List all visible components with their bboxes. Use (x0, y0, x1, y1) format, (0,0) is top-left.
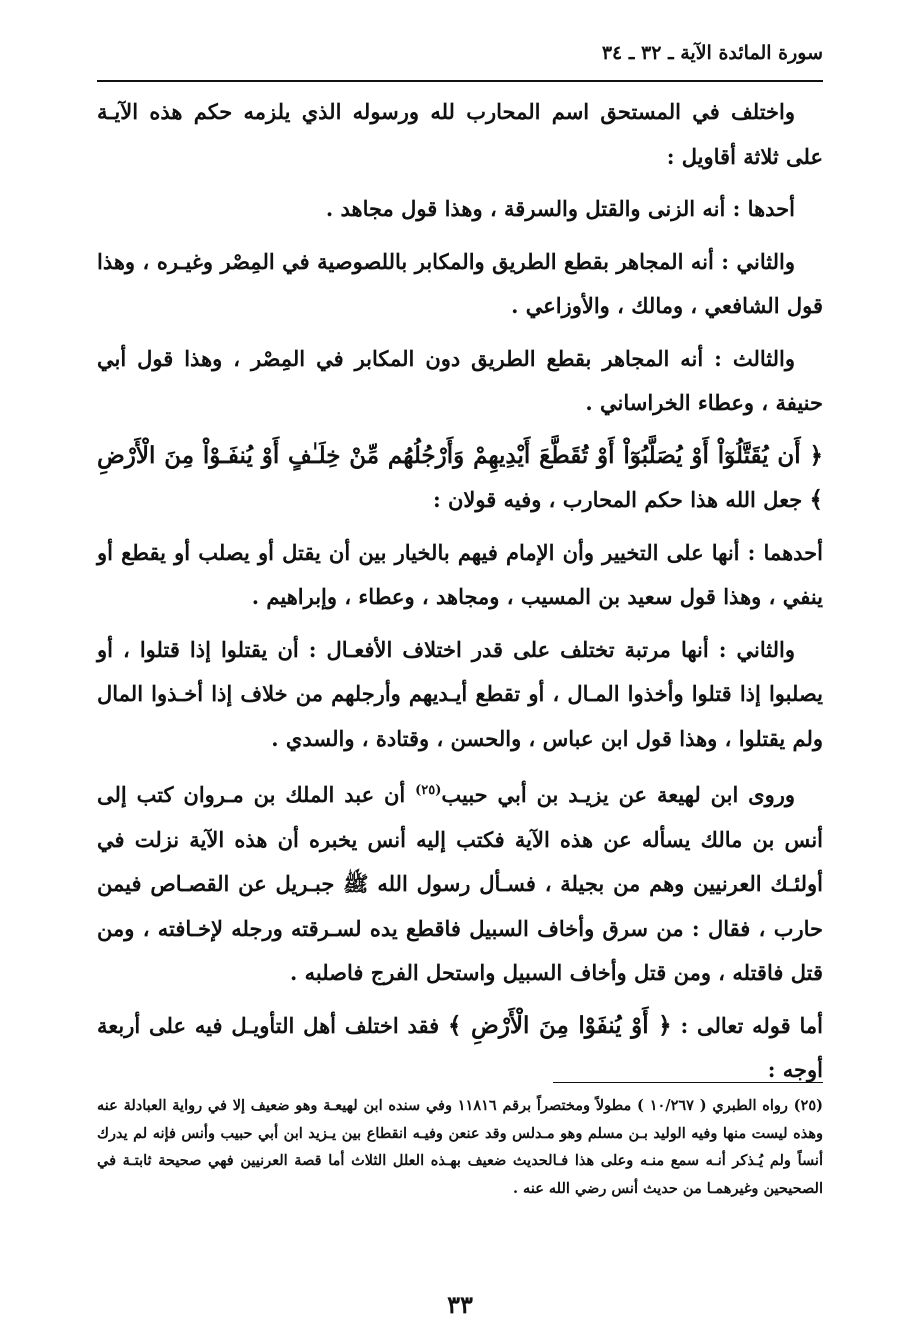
footnote-marker: (٢٥) (415, 783, 442, 798)
quran-verse: ﴿ أَن يُقَتَّلُوٓاْ أَوْ يُصَلَّبُوٓاْ أَوْ تُقَطَّعَ أَيْدِيهِمْ وَأَرْجُلُهُم مِّنْ خِلَـٰفٍ أَوْ يُنفَـوْاْ مِنَ الْأَرْضِ ﴾ (97, 441, 823, 513)
final-intro: أما قوله تعالى : (671, 1012, 823, 1038)
final-commentary: فقد اختلف أهل التأويـل فيه على أربعة أوجه : (97, 1012, 823, 1082)
verse-paragraph (97, 434, 823, 523)
paragraph-opinion-3: والثالث : أنه المجاهر بقطع الطريق دون المكابر في المِصْر ، وهذا قول أبي حنيفة ، وعطاء الخراساني . (97, 345, 823, 415)
paragraph-view-1: أحدهما : أنها على التخيير وأن الإمام فيهم بالخيار بين أن يقتل أو يصلب أو يقطع أو ينفي ، وهذا قول سعيد بن المسيب ، ومجاهد ، وعطاء ، وإبراهيم . (97, 539, 823, 609)
main-text (97, 90, 823, 1101)
footnotes (97, 1092, 823, 1202)
paragraph-intro: واختلف في المستحق اسم المحارب لله ورسوله الذي يلزمه حكم هذه الآيـة على ثلاثة أقاويل : (97, 99, 823, 169)
final-paragraph (97, 1004, 823, 1093)
paragraph-opinion-1: أحدها : أنه الزنى والقتل والسرقة ، وهذا قول مجاهد . (325, 196, 795, 221)
paragraph-opinion-2: والثاني : أنه المجاهر بقطع الطريق والمكابر باللصوصية في المِصْر وغيـره ، وهذا قول الشافعي ، ومالك ، والأوزاعي . (97, 248, 823, 318)
quran-verse-short: ﴿ أَوْ يُنفَوْا مِنَ الْأَرْضِ ﴾ (448, 1011, 672, 1039)
narration-opening: وروى ابن لهيعة عن يزيـد بن أبي حبيب (441, 782, 795, 807)
footnote-divider (553, 1082, 823, 1083)
page-header (97, 42, 823, 64)
narration-paragraph (97, 769, 823, 996)
running-title: سورة المائدة الآية ـ ٣٢ ـ ٣٤ (601, 42, 823, 64)
verse-commentary: جعل الله هذا حكم المحارب ، وفيه قولان : (432, 487, 810, 512)
page-number: ٣٣ (447, 1290, 473, 1319)
header-divider (97, 80, 823, 82)
paragraph-view-2: والثاني : أنها مرتبة تختلف على قدر اختلاف الأفعـال : أن يقتلوا إذا قتلوا ، أو يصلبوا إذا قتلوا وأخذوا المـال ، أو تقطع أيـديهم وأرجلهم من خلاف إذا أخـذوا المال ولم يقتلوا ، وهذا قول ابن عباس ، والحسن ، وقتادة ، والسدي . (97, 636, 823, 751)
footnote-25: (٢٥) رواه الطبري ( ١٠/٢٦٧ ) مطولاً ومختصراً برقم ١١٨١٦ وفي سنده ابن لهيعـة وهو ضعيف إلا في رواية العبادلة عنه وهذه ليست منها وفيه الوليد بـن مسلم وهو مـدلس وقد عنعن وفيـه انقطاع بين يـزيد ابن أبي حبيب وأنس فإنه لم يدرك أنساً ولم يُـذكر أنـه سمع منـه وعلى هذا فـالحديث ضعيف بهـذه العلل الثلاث أما قصة العرنيين فهي صحيحة ثابتـة في الصحيحين وغيرهمـا من حديث أنس رضي الله عنه . (97, 1097, 823, 1197)
narration-body: أن عبد الملك بن مـروان كتب إلى أنس بن مالك يسأله عن هذه الآية فكتب إليه أنس يخبره أن هذه الآية نزلت في أولئـك العرنيين وهم من بجيلة ، فسـأل رسول الله ﷺ جبـريل عن القصـاص فيمن حارب ، فقال : من سرق وأخاف السبيل فاقطع يده لسـرقته ورجله لإخـافته ، ومن قتل فاقتله ، ومن قتل وأخاف السبيل واستحل الفرج فاصلبه . (97, 782, 823, 985)
